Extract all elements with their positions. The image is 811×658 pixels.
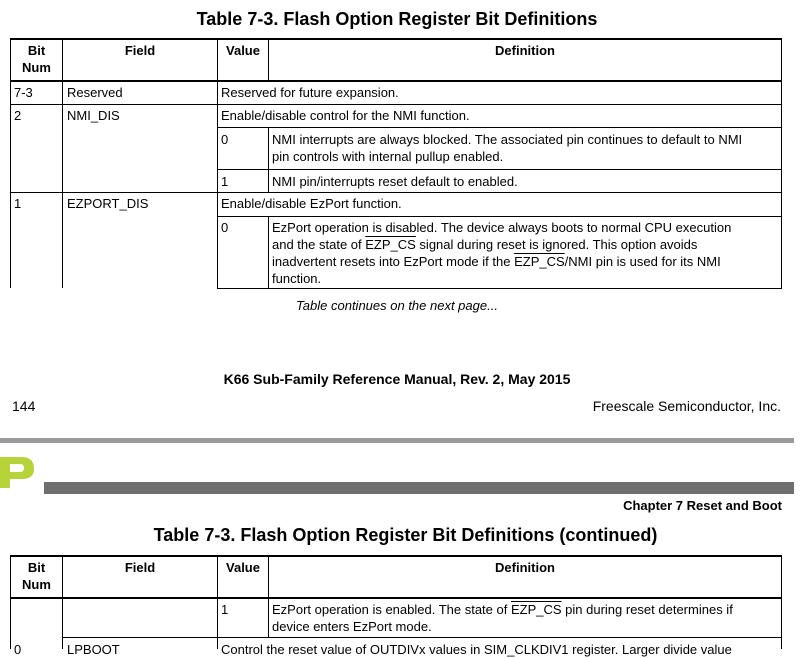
row-ezport-definition: Enable/disable EzPort function. — [221, 196, 402, 211]
ezp-cs-signal: EZP_CS — [514, 254, 565, 269]
page-number: 144 — [12, 398, 36, 414]
header-value: Value — [226, 43, 260, 58]
header-bit-num: Bit Num — [22, 43, 51, 75]
row-nmi-value-1: 1 — [221, 174, 229, 189]
row-ezport-bit: 1 — [14, 196, 22, 211]
row-nmi-value-0-line1: NMI interrupts are always blocked. The associated pin continues to default to NMI — [272, 132, 743, 147]
publisher: Freescale Semiconductor, Inc. — [592, 398, 781, 414]
row-nmi-value-1-text: NMI pin/interrupts reset default to enabled. — [272, 174, 518, 189]
cutoff-row — [0, 638, 794, 657]
row-ezport-field: EZPORT_DIS — [67, 196, 149, 211]
chapter-heading: Chapter 7 Reset and Boot — [623, 498, 782, 513]
row-reserved-bit: 7-3 — [14, 85, 33, 100]
header-bit-num: Bit Num — [22, 560, 51, 592]
row-reserved-field: Reserved — [67, 85, 123, 100]
row-ezport-line2: and the state of EZP_CS signal during reset is ignored. This option avoids — [272, 237, 698, 252]
page-separator — [0, 438, 794, 443]
lpboot-field: LPBOOT — [67, 642, 120, 657]
row-nmi-bit: 2 — [14, 108, 22, 123]
row-nmi-field: NMI_DIS — [67, 108, 120, 123]
page2-table-title: Table 7-3. Flash Option Register Bit Definitions (continued) — [153, 525, 658, 545]
row-ezport-line1: EzPort operation is disabled. The device always boots to normal CPU execution — [272, 220, 732, 235]
header-definition: Definition — [495, 560, 555, 575]
footer-title: K66 Sub-Family Reference Manual, Rev. 2, May 2015 — [223, 371, 571, 387]
header-field: Field — [124, 43, 156, 58]
ezp-cs-signal: EZP_CS — [510, 602, 562, 617]
ezport-enabled-line2: device enters EzPort mode. — [272, 619, 432, 634]
ezp-cs-signal: EZP_CS — [365, 237, 416, 252]
header-definition: Definition — [495, 43, 555, 58]
row-nmi-value-0: 0 — [221, 132, 229, 147]
header-value: Value — [226, 560, 260, 575]
row-ezport-line4: function. — [272, 271, 322, 286]
row-nmi-definition: Enable/disable control for the NMI function. — [221, 108, 470, 123]
row-ezport-value-0: 0 — [221, 220, 229, 235]
row-ezport-line3: inadvertent resets into EzPort mode if the EZP_CS/NMI pin is used for its NMI — [272, 254, 721, 269]
page1-table-title: Table 7-3. Flash Option Register Bit Definitions — [196, 9, 598, 29]
chapter-banner-bar — [44, 482, 794, 494]
lpboot-definition: Control the reset value of OUTDIVx values in SIM_CLKDIV1 register. Larger divide value — [221, 642, 732, 657]
row-reserved-definition: Reserved for future expansion. — [221, 85, 399, 100]
ezport-enabled-value: 1 — [221, 602, 229, 617]
table-continues-note: Table continues on the next page... — [296, 298, 498, 313]
lpboot-bit: 0 — [14, 642, 22, 657]
row-nmi-value-0-line2: pin controls with internal pullup enabled. — [272, 149, 504, 164]
ezport-enabled-line1: EzPort operation is enabled. The state of EZP_CS pin during reset determines if — [272, 602, 733, 617]
header-field: Field — [124, 560, 156, 575]
logo-icon — [0, 455, 34, 490]
